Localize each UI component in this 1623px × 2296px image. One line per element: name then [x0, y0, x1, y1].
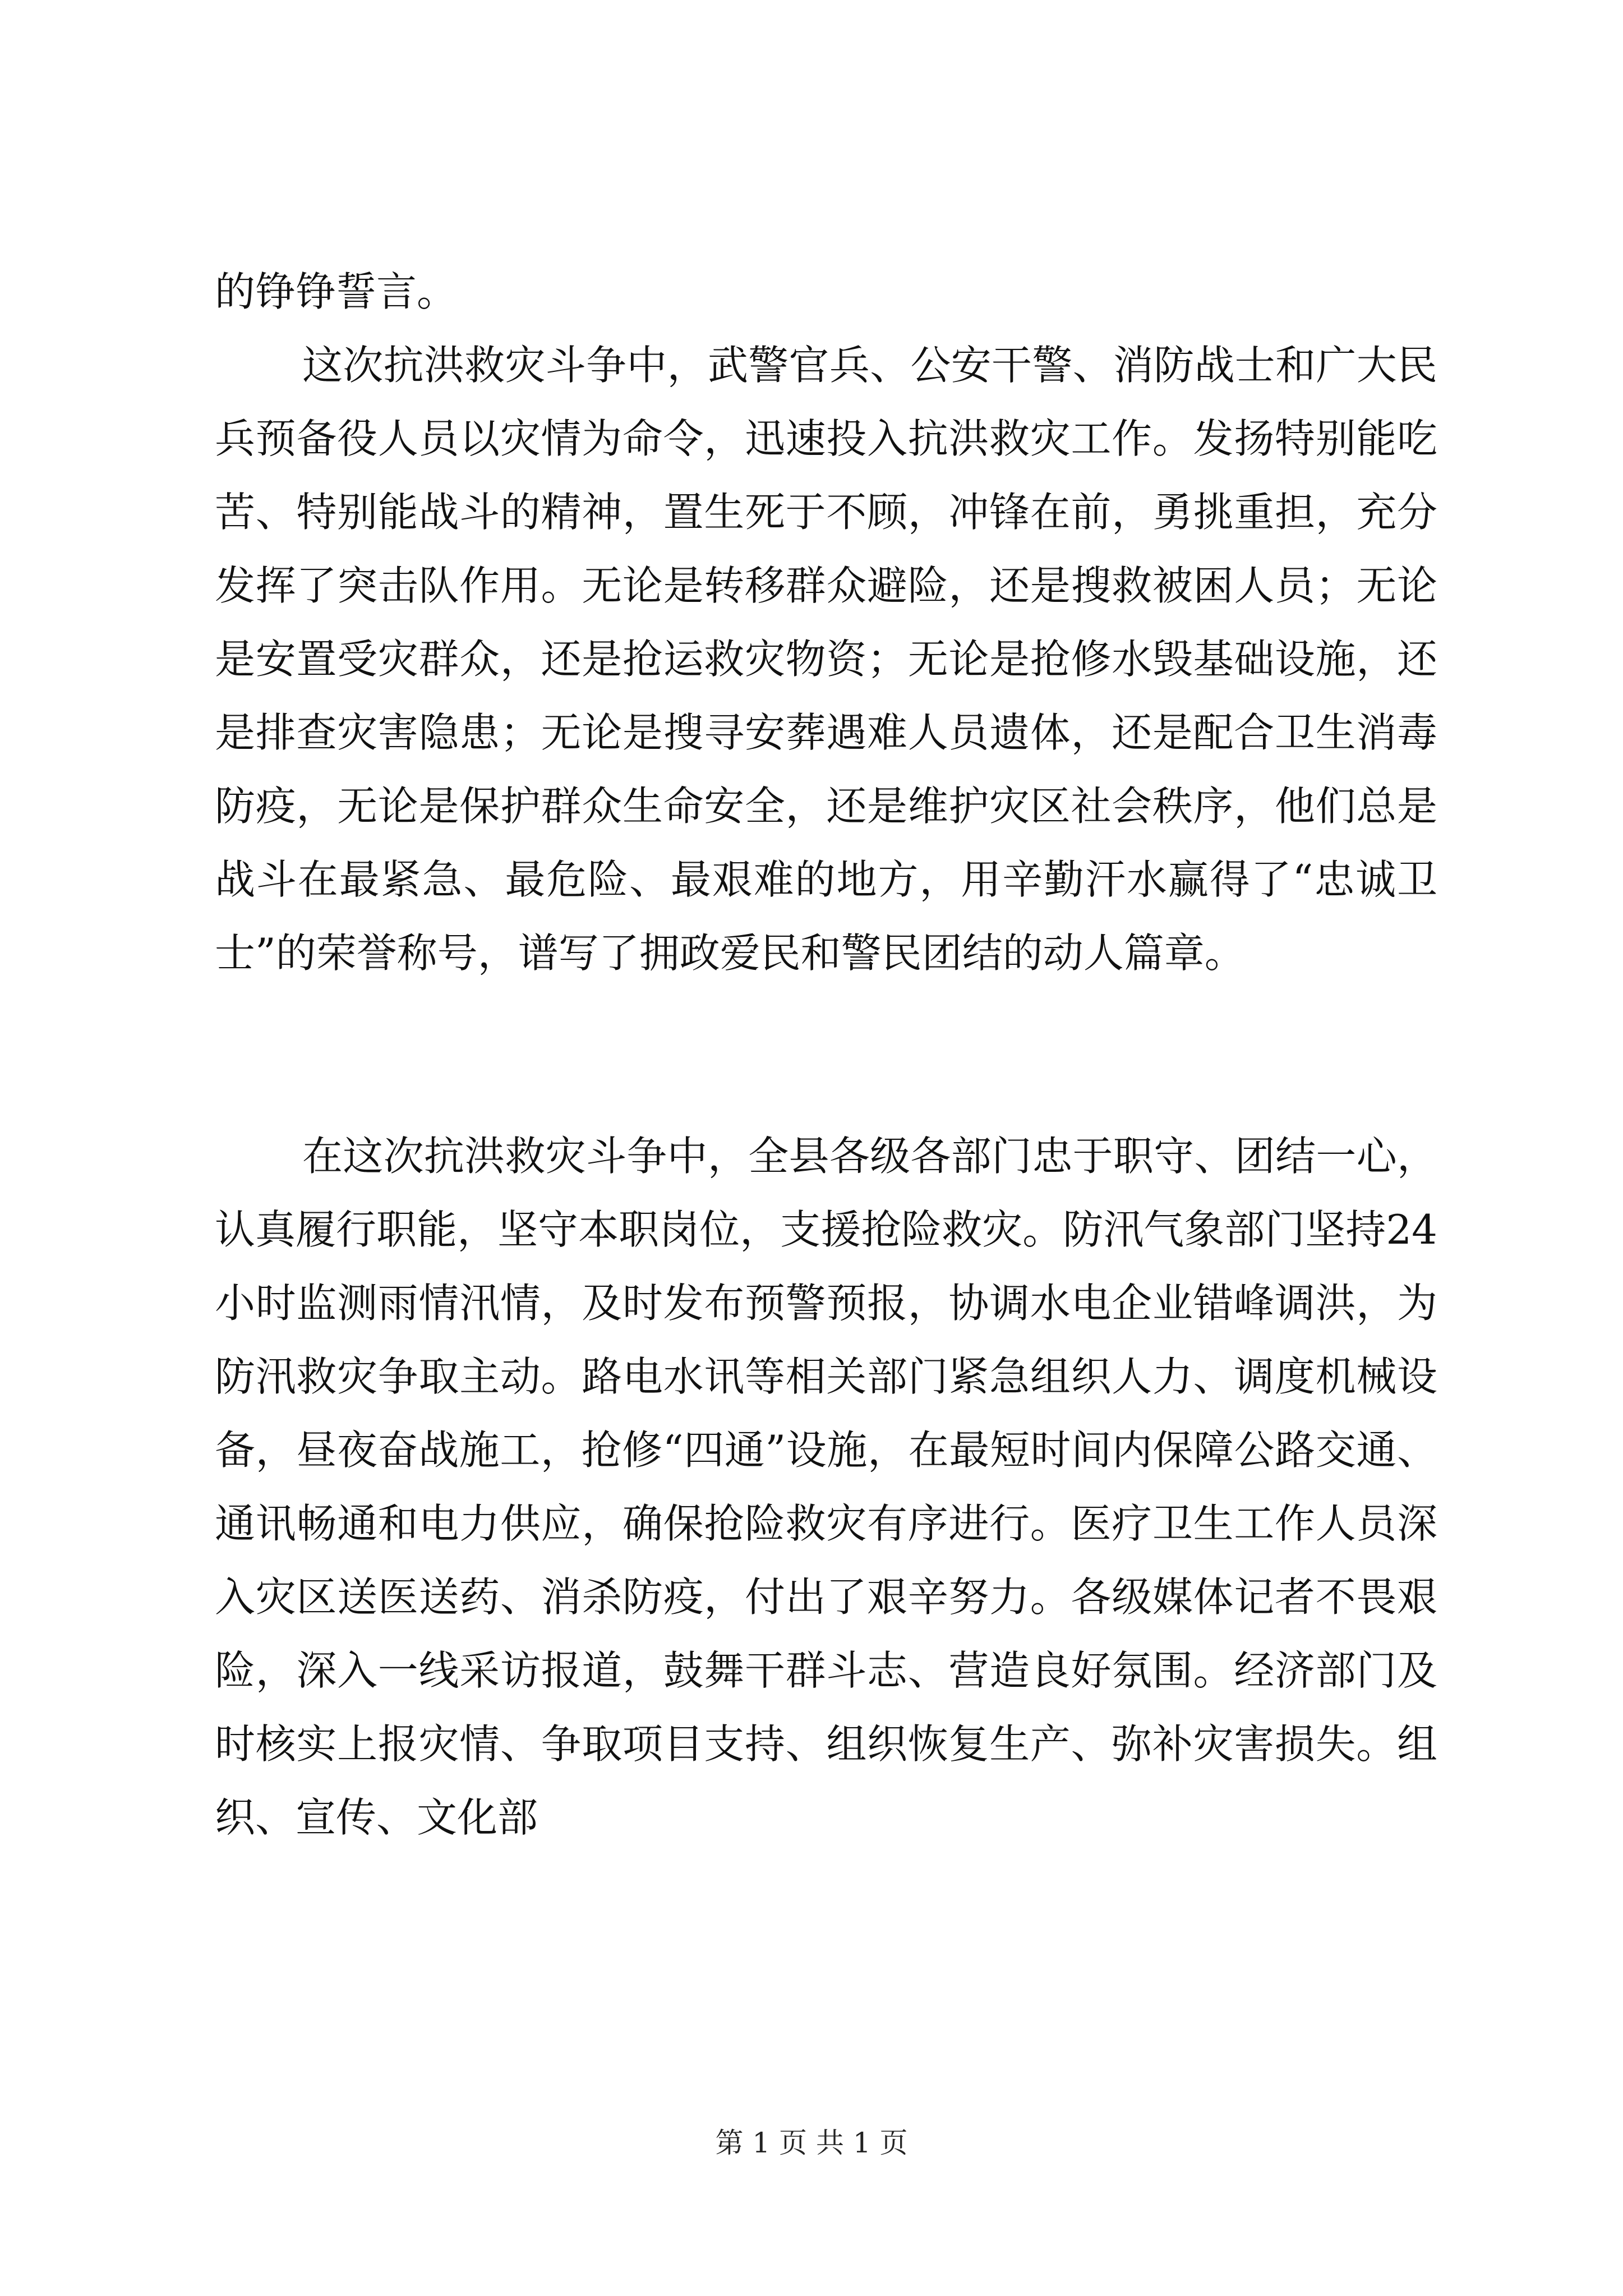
paragraph-continuation: 的铮铮誓言。: [215, 268, 458, 315]
page-footer: 第 1 页 共 1 页: [715, 2127, 908, 2159]
paragraph-departments: 在这次抗洪救灾斗争中，全县各级各部门忠于职守、团结一心，认真履行职能，坚守本职岗位，支援抢险救灾。防汛气象部门坚持24小时监测雨情汛情，及时发布预警预报，协调水电企业错峰调洪，为防汛救灾争取主动。路电水讯等相关部门紧急组织人力、调度机械设备，昼夜奋战施工，抢修“四通”设施，在最短时间内保障公路交通、通讯畅通和电力供应，确保抢险救灾有序进行。医疗卫生工作人员深入灾区送医送药、消杀防疫，付出了艰辛努力。各级媒体记者不畏艰险，深入一线采访报道，鼓舞干群斗志、营造良好氛围。经济部门及时核实上报灾情、争取项目支持、组织恢复生产、弥补灾害损失。组织、宣传、文化部: [215, 1133, 1437, 1841]
paragraph-armed-police: 这次抗洪救灾斗争中，武警官兵、公安干警、消防战士和广大民兵预备役人员以灾情为命令，迅速投入抗洪救灾工作。发扬特别能吃苦、特别能战斗的精神，置生死于不顾，冲锋在前，勇挑重担，充分发挥了突击队作用。无论是转移群众避险，还是搜救被困人员；无论是安置受灾群众，还是抢运救灾物资；无论是抢修水毁基础设施，还是排查灾害隐患；无论是搜寻安葬遇难人员遗体，还是配合卫生消毒防疫，无论是保护群众生命安全，还是维护灾区社会秩序，他们总是战斗在最紧急、最危险、最艰难的地方，用辛勤汗水赢得了“忠诚卫士”的荣誉称号，谱写了拥政爱民和警民团结的动人篇章。: [215, 342, 1437, 977]
